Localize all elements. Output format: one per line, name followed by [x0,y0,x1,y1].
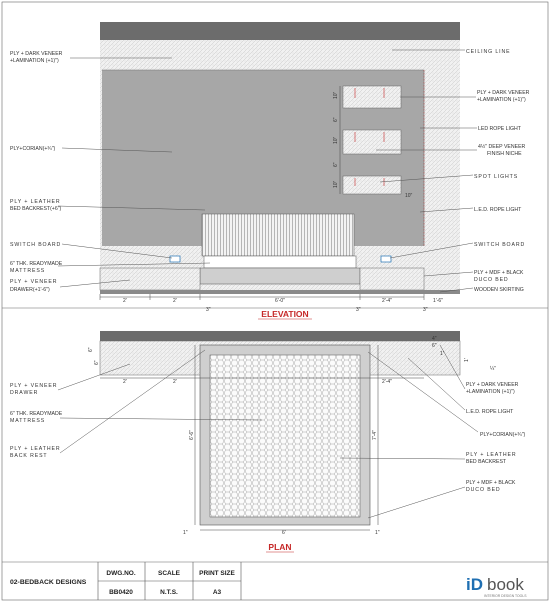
svg-text:PLY + MDF + BLACK: PLY + MDF + BLACK [474,270,524,276]
svg-text:1': 1' [464,358,470,362]
svg-text:BED BACKREST(+6"): BED BACKREST(+6") [10,206,62,212]
svg-text:6": 6" [88,347,94,352]
svg-text:7'-4": 7'-4" [372,430,378,440]
svg-text:PLY + MDF + BLACK: PLY + MDF + BLACK [466,480,516,486]
svg-text:L.E.D. ROPE LIGHT: L.E.D. ROPE LIGHT [466,409,514,415]
skirting [100,290,460,294]
svg-text:PLY + DARK VENEER: PLY + DARK VENEER [10,51,63,57]
dwg-no-value: BB0420 [109,589,133,596]
svg-text:6'-0": 6'-0" [275,298,285,304]
svg-text:WOODEN SKIRTING: WOODEN SKIRTING [474,287,524,293]
svg-text:PLY + LEATHER: PLY + LEATHER [466,452,517,458]
svg-text:SPOT LIGHTS: SPOT LIGHTS [474,174,519,180]
svg-text:+LAMINATION (+1)"): +LAMINATION (+1)") [10,58,59,64]
svg-text:DUCO BED: DUCO BED [474,277,509,283]
svg-text:PLY + LEATHER: PLY + LEATHER [10,199,61,205]
niche-top [343,86,401,108]
svg-text:PLY + VENEER: PLY + VENEER [10,279,58,285]
svg-text:BACK REST: BACK REST [10,453,48,459]
svg-text:SWITCH BOARD: SWITCH BOARD [474,242,526,248]
svg-text:4½" DEEP VENEER: 4½" DEEP VENEER [478,144,526,150]
bed-base [200,268,360,284]
svg-text:1": 1" [183,530,188,536]
svg-text:1'-6": 1'-6" [433,298,443,304]
print-size-value: A3 [212,589,222,596]
print-size-header: PRINT SIZE [199,570,235,577]
svg-text:MATTRESS: MATTRESS [10,268,46,274]
svg-text:BED BACKREST: BED BACKREST [466,459,507,465]
svg-text:PLY+CORIAN(+¾"): PLY+CORIAN(+¾") [10,146,56,152]
svg-text:10": 10" [333,91,339,99]
plan-title: PLAN [268,542,292,552]
svg-text:PLY + VENEER: PLY + VENEER [10,383,58,389]
svg-text:FINISH NICHE: FINISH NICHE [487,151,522,157]
svg-text:3": 3" [206,307,211,313]
svg-text:3": 3" [356,307,361,313]
drawer-right [360,268,424,290]
svg-text:MATTRESS: MATTRESS [10,418,46,424]
svg-text:INTERIOR DESIGN TOOLS: INTERIOR DESIGN TOOLS [484,594,527,598]
plan-wall-band [100,331,460,341]
leather-backrest [202,214,354,256]
svg-text:¼": ¼" [490,366,496,372]
scale-header: SCALE [157,570,181,577]
svg-text:2': 2' [123,298,127,304]
svg-text:10": 10" [333,136,339,144]
elevation-title: ELEVATION [261,309,309,319]
svg-text:PLY+CORIAN(+¾"): PLY+CORIAN(+¾") [480,432,526,438]
svg-text:2'-4": 2'-4" [382,298,392,304]
ceiling-band [100,22,460,40]
svg-text:1": 1" [375,530,380,536]
svg-text:+LAMINATION (+1)"): +LAMINATION (+1)") [466,389,515,395]
svg-text:LED ROPE LIGHT: LED ROPE LIGHT [478,126,521,132]
switch-board-right [381,256,391,262]
drawer-left [100,268,200,290]
svg-text:6'-6": 6'-6" [189,430,195,440]
svg-text:6": 6" [333,162,339,167]
svg-text:+LAMINATION (+1)"): +LAMINATION (+1)") [477,97,526,103]
svg-text:10": 10" [405,193,413,199]
scale-value: N.T.S. [160,589,178,596]
svg-text:6": 6" [333,117,339,122]
plan-view [100,331,460,530]
svg-text:PLY + DARK VENEER: PLY + DARK VENEER [477,90,530,96]
svg-text:CEILING LINE: CEILING LINE [466,49,511,55]
svg-text:iD: iD [466,575,483,594]
svg-text:6" THK. READYMADE: 6" THK. READYMADE [10,261,63,267]
svg-text:PLY + LEATHER: PLY + LEATHER [10,446,61,452]
svg-text:2'-4": 2'-4" [382,379,392,385]
svg-text:6" THK. READYMADE: 6" THK. READYMADE [10,411,63,417]
svg-text:6": 6" [432,343,437,349]
svg-text:6": 6" [94,360,100,365]
svg-text:4": 4" [432,336,437,342]
svg-text:2': 2' [173,379,177,385]
svg-text:DRAWER(+1'-6"): DRAWER(+1'-6") [10,287,50,293]
dwg-no-header: DWG.NO. [106,570,136,577]
niche-middle [343,130,401,154]
svg-text:6': 6' [282,530,286,536]
title-block [10,562,527,600]
svg-text:10": 10" [333,180,339,188]
switch-board-left [170,256,180,262]
mattress [204,256,356,268]
idbook-logo [466,575,527,598]
svg-text:DUCO BED: DUCO BED [466,487,501,493]
svg-text:1': 1' [440,351,444,357]
niche-bottom [343,176,401,194]
svg-text:3": 3" [423,307,428,313]
elevation-view [100,22,460,300]
svg-text:2': 2' [173,298,177,304]
svg-text:DRAWER: DRAWER [10,390,39,396]
plan-mattress [210,355,360,517]
svg-text:PLY + DARK VENEER: PLY + DARK VENEER [466,382,519,388]
sheet-name: 02-BEDBACK DESIGNS [10,579,87,586]
svg-text:SWITCH BOARD: SWITCH BOARD [10,242,62,248]
svg-text:book: book [487,575,524,594]
svg-text:L.E.D. ROPE LIGHT: L.E.D. ROPE LIGHT [474,207,522,213]
svg-text:2': 2' [123,379,127,385]
